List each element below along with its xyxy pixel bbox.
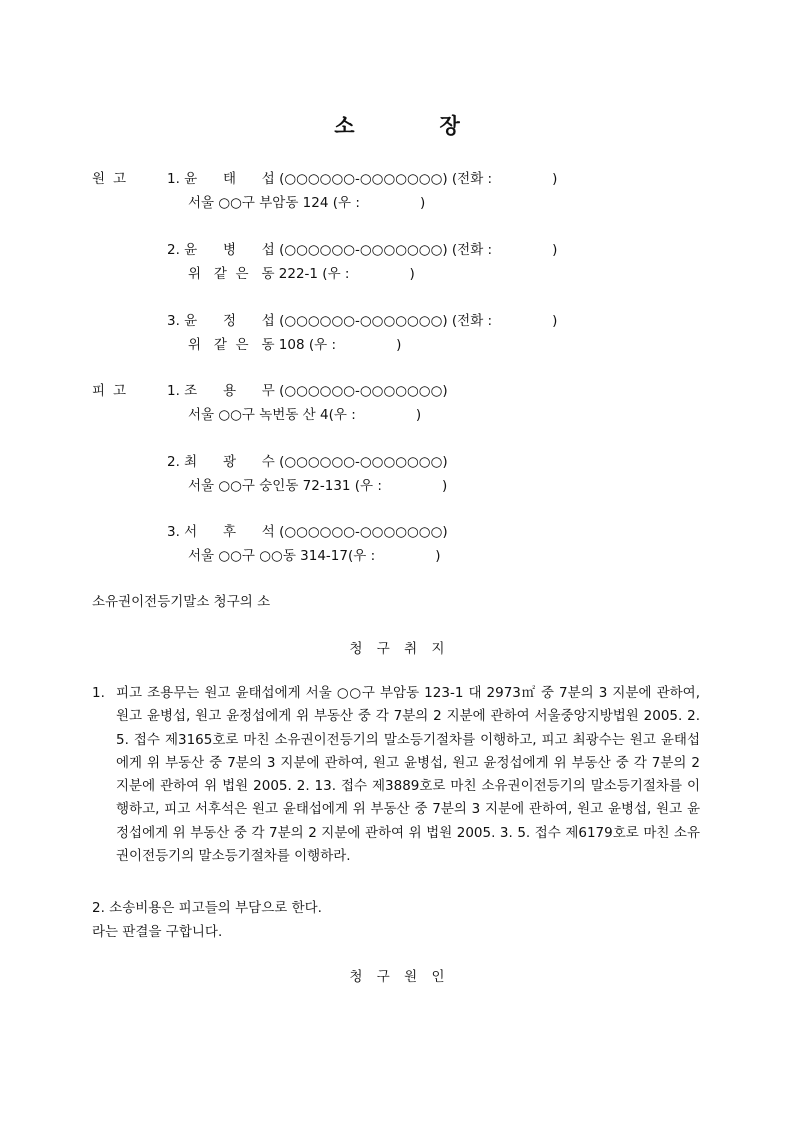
plaintiff-2-name: 2. 윤 병 섭 (○○○○○○-○○○○○○○) (전화 : ) — [167, 242, 558, 258]
purpose-item-1-text: 피고 조용무는 원고 윤태섭에게 서울 ○○구 부암동 123-1 대 2973㎡ 중 7분의 3 지분에 관하여, 원고 윤병섭, 원고 윤정섭에게 위 부동산 중 각 7분의 2 지분에 관하여 서울중앙지방법원 2005. 2. 5. 접수 제3165호로 마친 소유권이전등기의 말소등기절차를 이행하고, 피고 최광수는 원고 윤태섭에게 위 부동산 중 7분의 3 지분에 관하여, 원고 윤병섭, 원고 윤정섭에게 위 부동산 중 각 7분의 2 지분에 관하여 위 법원 2005. 2. 13. 접수 제3889호로 마친 소유권이전등기의 말소등기절차를 이행하고, 피고 서후석은 원고 윤태섭에게 위 부동산 중 7분의 3 지분에 관하여, 원고 윤병섭, 원고 윤정섭에게 위 부동산 중 각 7분의 2 지분에 관하여 위 법원 2005. 3. 5. 접수 제6179호로 마친 소유권이전등기의 말소등기절차를 이행하라. — [116, 685, 700, 865]
plaintiff-1-name: 1. 윤 태 섭 (○○○○○○-○○○○○○○) (전화 : ) — [167, 171, 558, 187]
defendant-2-name: 2. 최 광 수 (○○○○○○-○○○○○○○) — [167, 454, 448, 470]
defendant-2-address: 서울 ○○구 숭인동 72-131 (우 : ) — [188, 478, 448, 494]
cause-heading: 청 구 원 인 — [349, 969, 445, 985]
plaintiff-1-address: 서울 ○○구 부암동 124 (우 : ) — [188, 195, 426, 211]
defendant-1-name: 1. 조 용 무 (○○○○○○-○○○○○○○) — [167, 383, 448, 399]
purpose-heading: 청 구 취 지 — [349, 641, 445, 657]
document-title — [0, 110, 794, 140]
purpose-item-1-number: 1. — [92, 685, 105, 701]
purpose-item-2: 2. 소송비용은 피고들의 부담으로 한다. — [92, 900, 322, 916]
plaintiff-3-address: 위 같 은 동 108 (우 : ) — [188, 337, 402, 353]
title-left-char: 소 — [334, 114, 355, 138]
defendant-1-address: 서울 ○○구 녹번동 산 4(우 : ) — [188, 407, 422, 423]
defendant-3-address: 서울 ○○구 ○○동 314-17(우 : ) — [188, 548, 441, 564]
title-right-char: 장 — [439, 114, 460, 138]
defendant-3-name: 3. 서 후 석 (○○○○○○-○○○○○○○) — [167, 524, 448, 540]
conclusion-text: 라는 판결을 구합니다. — [92, 924, 223, 940]
purpose-item-1 — [92, 682, 700, 868]
plaintiff-2-address: 위 같 은 동 222-1 (우 : ) — [188, 266, 415, 282]
defendant-label: 피고 — [92, 383, 135, 399]
plaintiff-label: 원고 — [92, 171, 135, 187]
claim-name: 소유권이전등기말소 청구의 소 — [92, 594, 271, 610]
plaintiff-3-name: 3. 윤 정 섭 (○○○○○○-○○○○○○○) (전화 : ) — [167, 313, 558, 329]
